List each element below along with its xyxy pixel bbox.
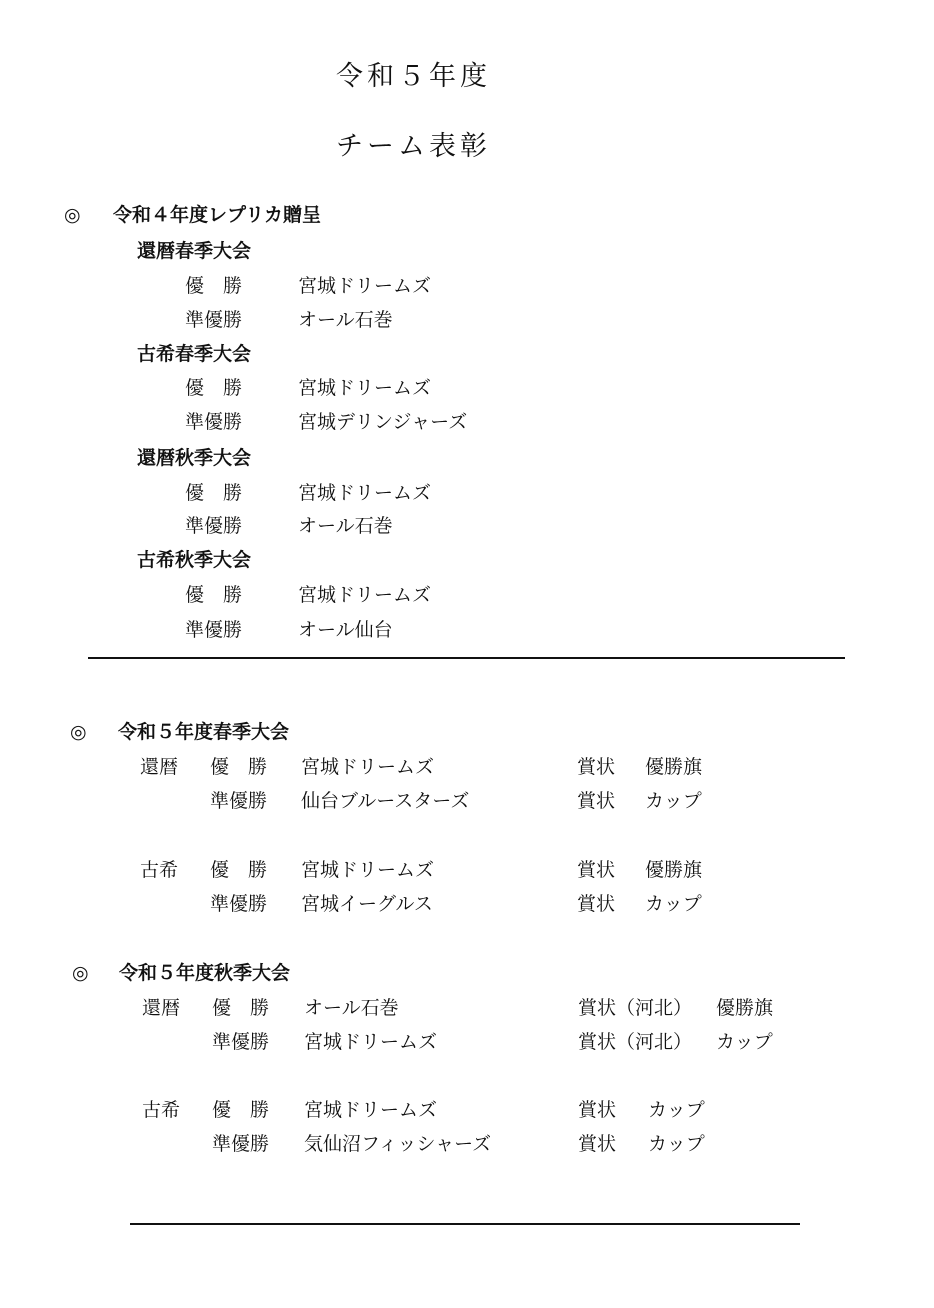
team-name: オール石巻 <box>298 309 393 331</box>
divider-rule <box>130 1223 800 1225</box>
award-label: 賞状 <box>577 790 616 812</box>
divider-rule <box>88 657 845 659</box>
place-label: 優 勝 <box>210 756 268 778</box>
team-name: 宮城ドリームズ <box>298 584 432 606</box>
place-label: 準優勝 <box>210 790 268 812</box>
team-name: 宮城デリンジャーズ <box>298 411 468 433</box>
prize-label: カップ <box>645 790 702 812</box>
award-label: 賞状 <box>577 893 616 915</box>
prize-label: 優勝旗 <box>645 859 703 881</box>
place-label: 準優勝 <box>210 893 268 915</box>
place-label: 優 勝 <box>185 377 243 399</box>
team-name: オール仙台 <box>298 619 393 641</box>
prize-label: カップ <box>648 1099 705 1121</box>
place-label: 優 勝 <box>185 275 243 297</box>
section1-heading: 令和４年度レプリカ贈呈 <box>113 204 322 226</box>
division-label: 古希 <box>140 859 179 881</box>
team-name: 宮城ドリームズ <box>304 1031 438 1053</box>
division-label: 還暦 <box>140 756 179 778</box>
place-label: 優 勝 <box>212 1099 270 1121</box>
award-label: 賞状 <box>578 1099 617 1121</box>
team-name: オール石巻 <box>304 997 399 1019</box>
award-label: 賞状（河北） <box>578 997 693 1019</box>
section3-heading: 令和５年度秋季大会 <box>119 962 291 984</box>
prize-label: 優勝旗 <box>716 997 774 1019</box>
group-name: 還暦春季大会 <box>137 240 252 262</box>
place-label: 優 勝 <box>210 859 268 881</box>
team-name: 宮城ドリームズ <box>301 756 435 778</box>
prize-label: カップ <box>648 1133 705 1155</box>
section2-mark: ◎ <box>70 721 87 743</box>
team-name: 宮城ドリームズ <box>298 377 432 399</box>
group-name: 古希春季大会 <box>137 343 252 365</box>
team-name: 気仙沼フィッシャーズ <box>304 1133 492 1155</box>
group-name: 還暦秋季大会 <box>137 447 252 469</box>
place-label: 準優勝 <box>185 309 243 331</box>
place-label: 準優勝 <box>185 619 243 641</box>
team-name: 宮城ドリームズ <box>298 482 432 504</box>
place-label: 優 勝 <box>212 997 270 1019</box>
section3-mark: ◎ <box>72 962 89 984</box>
team-name: 仙台ブルースターズ <box>301 790 470 812</box>
award-label: 賞状（河北） <box>578 1031 693 1053</box>
award-label: 賞状 <box>578 1133 617 1155</box>
place-label: 準優勝 <box>185 411 243 433</box>
place-label: 準優勝 <box>212 1133 270 1155</box>
section1-mark: ◎ <box>64 204 81 226</box>
group-name: 古希秋季大会 <box>137 549 252 571</box>
prize-label: 優勝旗 <box>645 756 703 778</box>
place-label: 準優勝 <box>185 515 243 537</box>
page-title: 令和５年度 <box>336 61 491 92</box>
section2-heading: 令和５年度春季大会 <box>118 721 290 743</box>
team-name: 宮城イーグルス <box>301 893 433 915</box>
page-subtitle: チーム表彰 <box>336 131 491 162</box>
award-label: 賞状 <box>577 756 616 778</box>
team-name: 宮城ドリームズ <box>304 1099 438 1121</box>
place-label: 準優勝 <box>212 1031 270 1053</box>
award-label: 賞状 <box>577 859 616 881</box>
team-name: 宮城ドリームズ <box>298 275 432 297</box>
team-name: オール石巻 <box>298 515 393 537</box>
prize-label: カップ <box>716 1031 773 1053</box>
prize-label: カップ <box>645 893 702 915</box>
division-label: 還暦 <box>142 997 181 1019</box>
team-name: 宮城ドリームズ <box>301 859 435 881</box>
place-label: 優 勝 <box>185 482 243 504</box>
division-label: 古希 <box>142 1099 181 1121</box>
place-label: 優 勝 <box>185 584 243 606</box>
